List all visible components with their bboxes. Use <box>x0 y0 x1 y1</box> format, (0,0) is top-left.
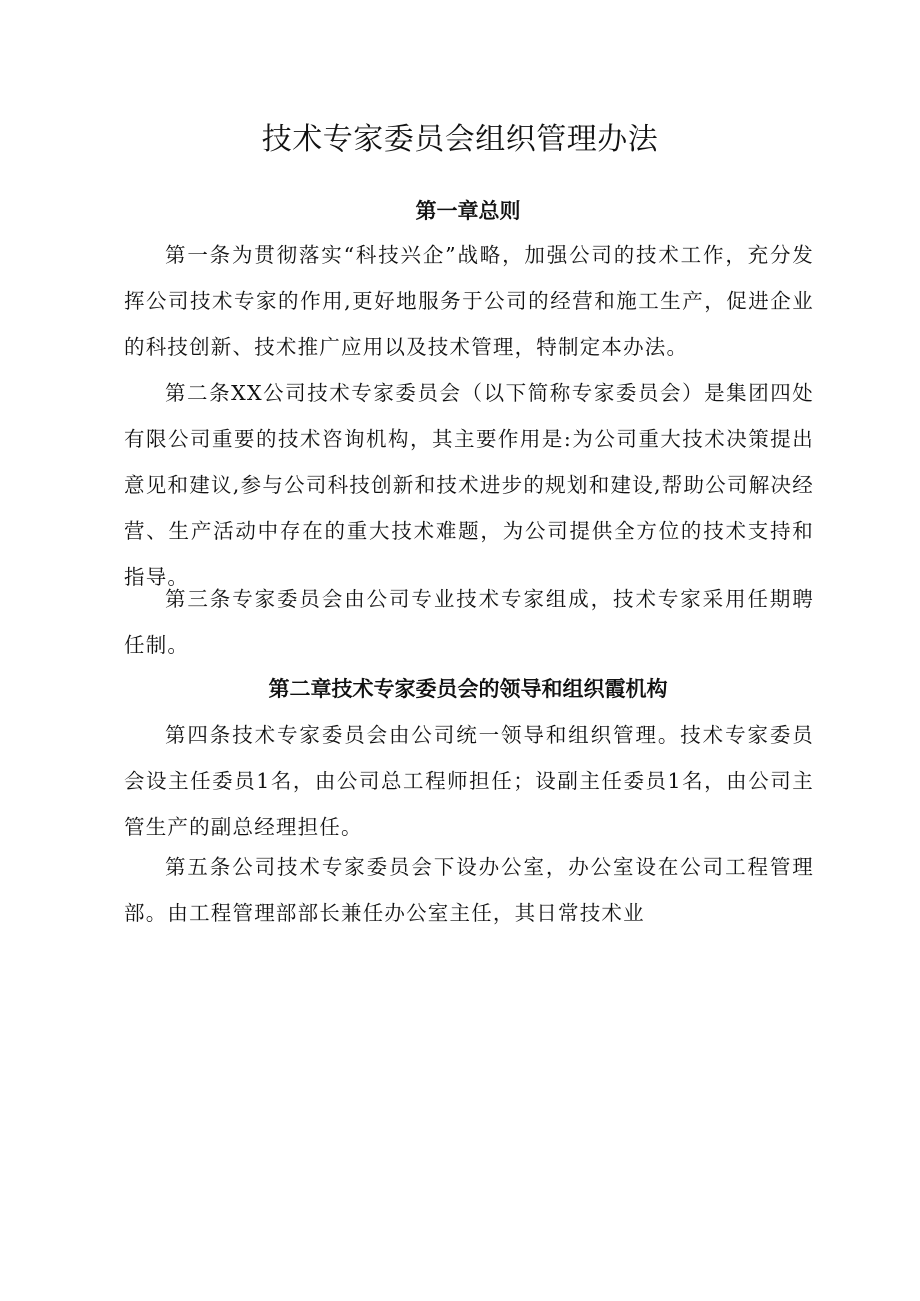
document-title: 技术专家委员会组织管理办法 <box>261 122 659 157</box>
chapter-2-heading: 第二章技术专家委员会的领导和组织霞机构 <box>268 677 668 701</box>
article-3: 第三条专家委员会由公司专业技术专家组成，技术专家采用任期聘任制。 <box>124 587 814 657</box>
article-5: 第五条公司技术专家委员会下设办公室，办公室设在公司工程管理部。由工程管理部部长兼任办公室主任，其日常技术业 <box>124 855 814 925</box>
chapter-1-heading: 第一章总则 <box>415 199 521 223</box>
article-2: 第二条XX公司技术专家委员会（以下简称专家委员会）是集团四处有限公司重要的技术咨询机构，其主要作用是:为公司重大技术决策提出意见和建议,参与公司科技创新和技术进步的规划和建设,帮助公司解决经营、生产活动中存在的重大技术难题，为公司提供全方位的技术支持和指导。 <box>124 381 814 589</box>
article-1: 第一条为贯彻落实“科技兴企”战略，加强公司的技术工作，充分发挥公司技术专家的作用,更好地服务于公司的经营和施工生产，促进企业的科技创新、技术推广应用以及技术管理，特制定本办法。 <box>124 243 814 359</box>
article-4: 第四条技术专家委员会由公司统一领导和组织管理。技术专家委员会设主任委员1名，由公司总工程师担任；设副主任委员1名，由公司主管生产的副总经理担任。 <box>124 723 814 839</box>
